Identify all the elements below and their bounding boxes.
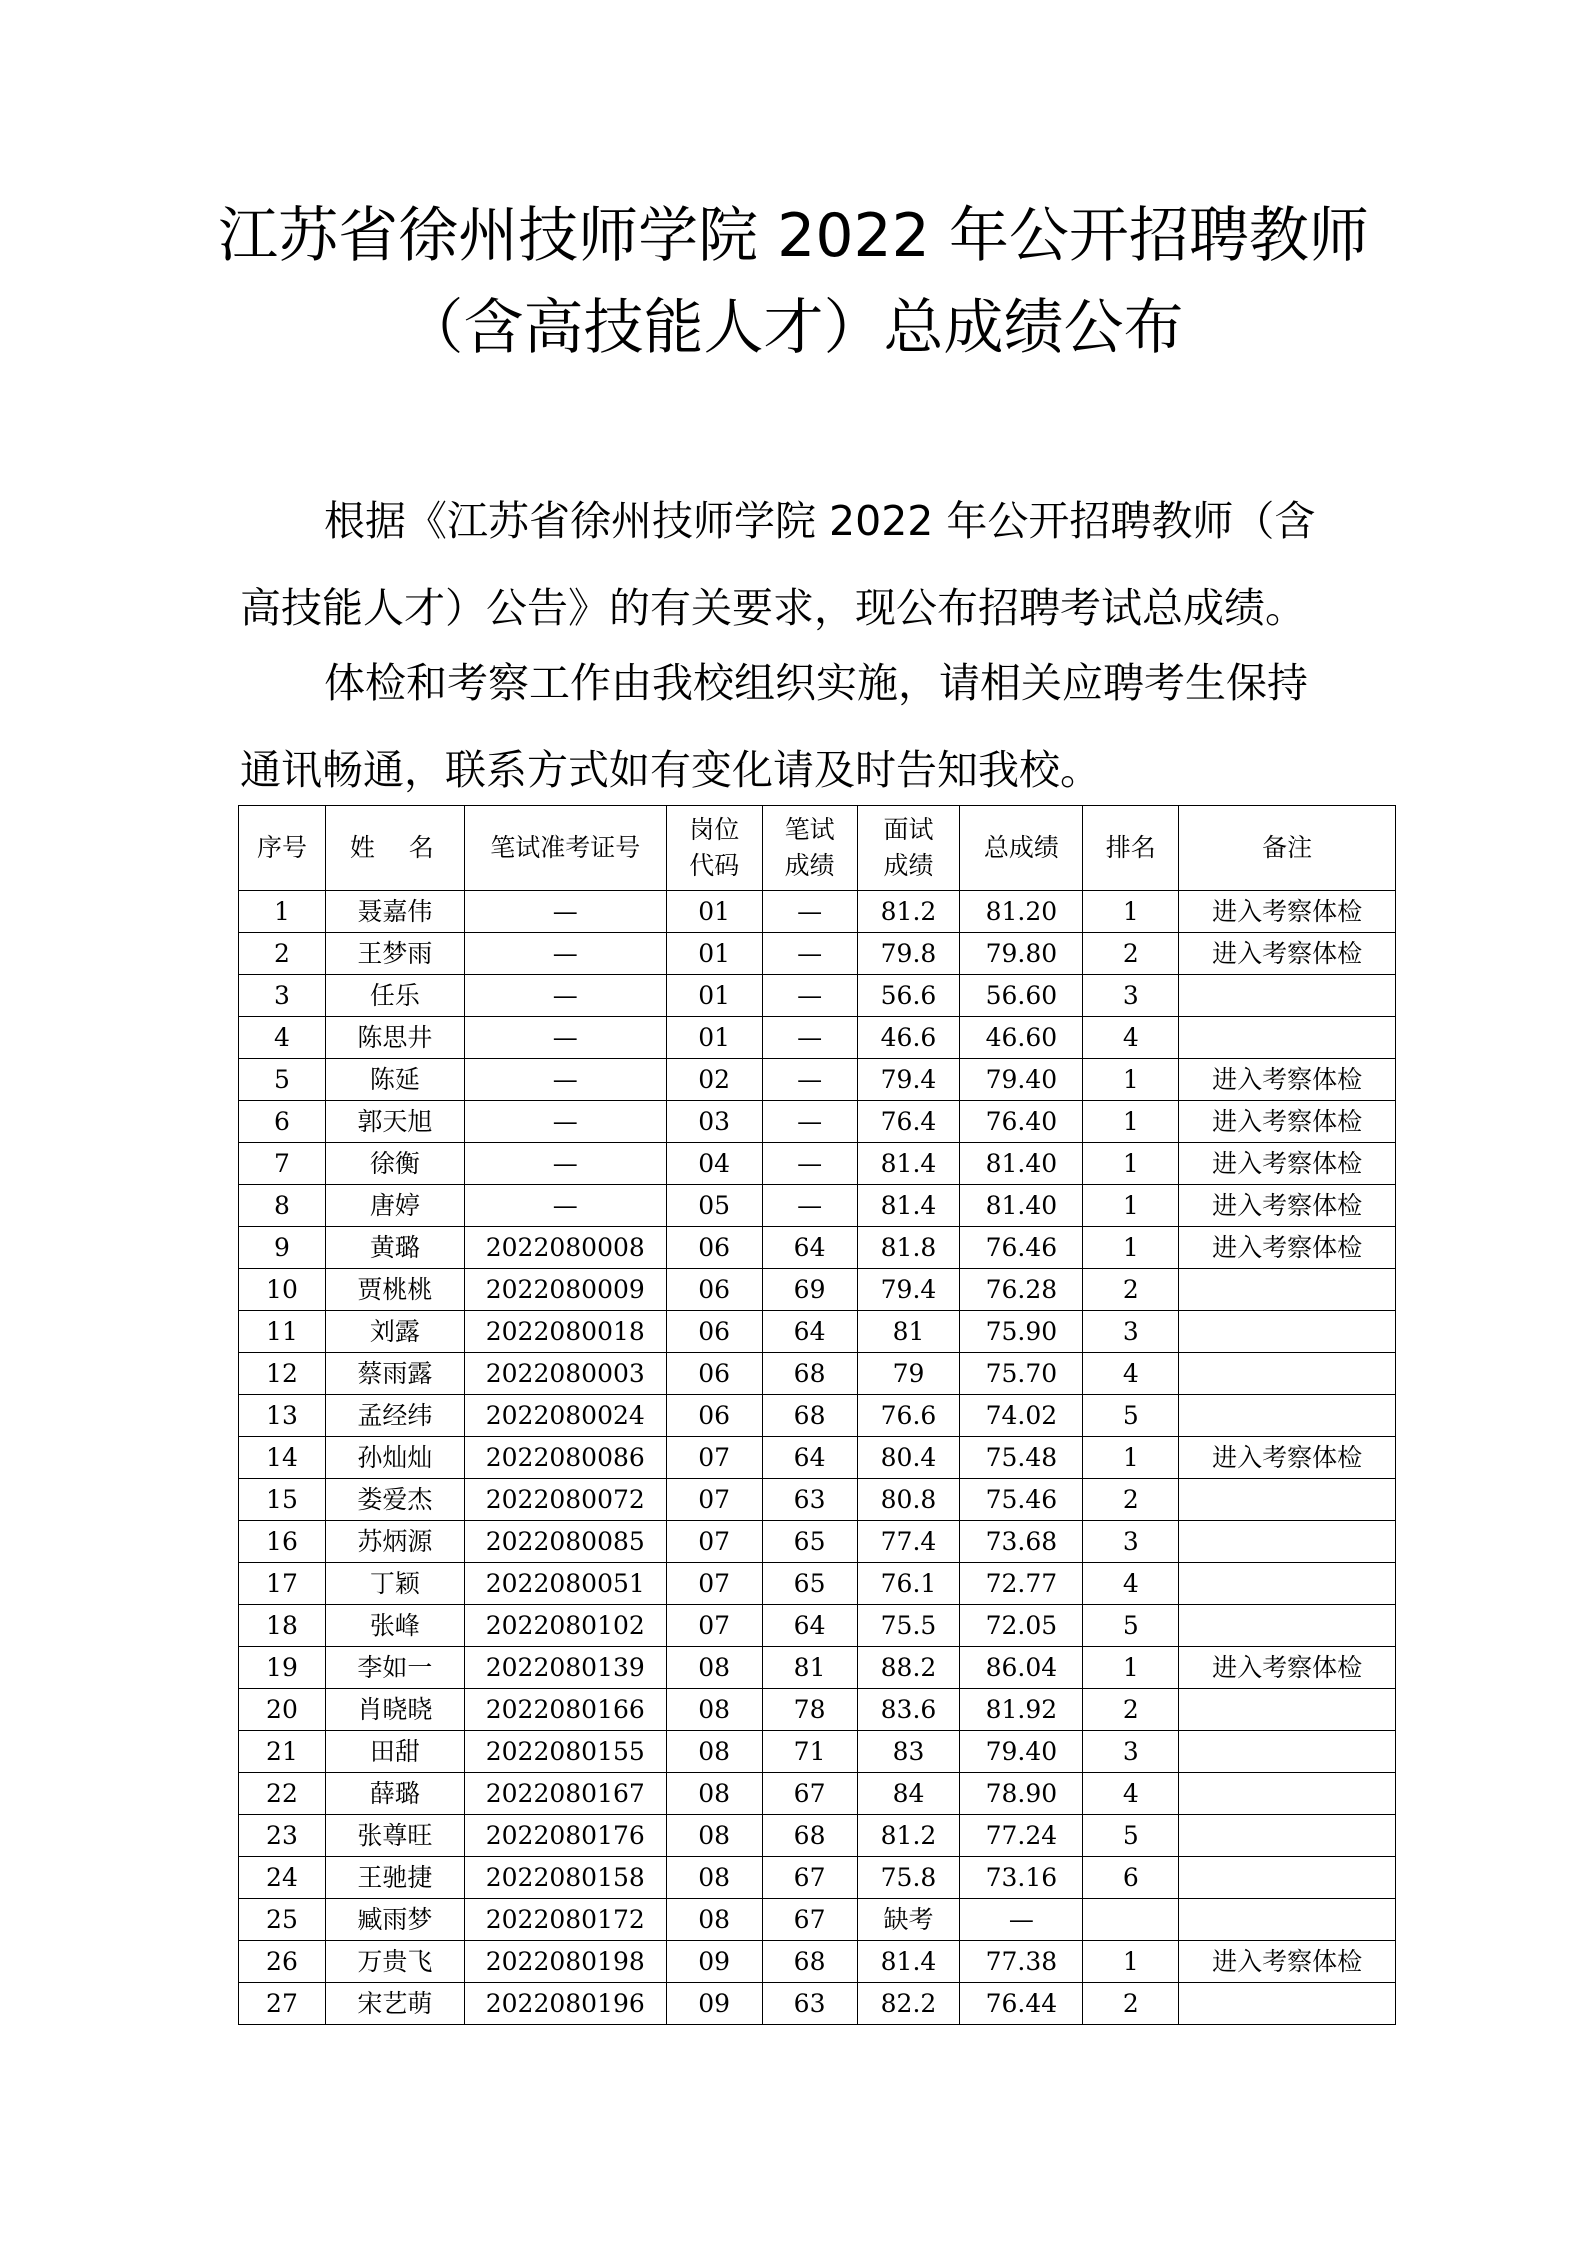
cell-rank: 1	[1083, 1227, 1179, 1269]
cell-written-score: 64	[762, 1437, 857, 1479]
intro-p1-line-1: 根据《江苏省徐州技师学院 2022 年公开招聘教师（含	[324, 497, 1316, 545]
cell-written-score: 64	[762, 1311, 857, 1353]
cell-interview-score: 76.1	[857, 1563, 960, 1605]
cell-rank: 4	[1083, 1773, 1179, 1815]
cell-note	[1179, 1857, 1396, 1899]
cell-written-score: 65	[762, 1521, 857, 1563]
cell-ticket: —	[464, 975, 666, 1017]
cell-interview-score: 76.6	[857, 1395, 960, 1437]
cell-post-code: 09	[666, 1983, 762, 2025]
cell-interview-score: 81.2	[857, 891, 960, 933]
cell-seq: 20	[239, 1689, 326, 1731]
cell-interview-score: 81.8	[857, 1227, 960, 1269]
cell-name: 田甜	[325, 1731, 464, 1773]
cell-post-code: 01	[666, 891, 762, 933]
cell-total-score: 79.80	[960, 933, 1083, 975]
cell-rank: 1	[1083, 1437, 1179, 1479]
cell-post-code: 06	[666, 1395, 762, 1437]
header-seq: 序号	[239, 806, 326, 891]
table-row	[239, 1647, 1396, 1689]
cell-post-code: 07	[666, 1521, 762, 1563]
cell-ticket: 2022080158	[464, 1857, 666, 1899]
cell-total-score: 79.40	[960, 1731, 1083, 1773]
cell-interview-score: 81.2	[857, 1815, 960, 1857]
cell-interview-score: 75.8	[857, 1857, 960, 1899]
cell-ticket: 2022080072	[464, 1479, 666, 1521]
cell-rank: 2	[1083, 1983, 1179, 2025]
cell-ticket: —	[464, 891, 666, 933]
cell-written-score: —	[762, 1017, 857, 1059]
cell-written-score: 81	[762, 1647, 857, 1689]
header-note: 备注	[1179, 806, 1396, 891]
cell-interview-score: 缺考	[857, 1899, 960, 1941]
cell-post-code: 07	[666, 1563, 762, 1605]
header-written-line-1: 笔试	[784, 815, 835, 844]
header-interview-line-1: 面试	[883, 815, 934, 844]
cell-rank: 5	[1083, 1605, 1179, 1647]
cell-total-score: 46.60	[960, 1017, 1083, 1059]
cell-note	[1179, 1479, 1396, 1521]
cell-seq: 27	[239, 1983, 326, 2025]
cell-note: 进入考察体检	[1179, 1143, 1396, 1185]
cell-interview-score: 76.4	[857, 1101, 960, 1143]
cell-name: 聂嘉伟	[325, 891, 464, 933]
cell-post-code: 08	[666, 1815, 762, 1857]
cell-written-score: —	[762, 1143, 857, 1185]
cell-ticket: 2022080008	[464, 1227, 666, 1269]
cell-ticket: 2022080085	[464, 1521, 666, 1563]
cell-interview-score: 79	[857, 1353, 960, 1395]
cell-seq: 1	[239, 891, 326, 933]
cell-note: 进入考察体检	[1179, 1227, 1396, 1269]
cell-post-code: 09	[666, 1941, 762, 1983]
cell-ticket: 2022080198	[464, 1941, 666, 1983]
cell-seq: 7	[239, 1143, 326, 1185]
cell-written-score: 64	[762, 1227, 857, 1269]
table-row	[239, 1101, 1396, 1143]
cell-ticket: 2022080003	[464, 1353, 666, 1395]
cell-rank: 3	[1083, 1311, 1179, 1353]
cell-seq: 4	[239, 1017, 326, 1059]
title-line-1: 江苏省徐州技师学院 2022 年公开招聘教师	[218, 201, 1369, 271]
cell-written-score: 68	[762, 1353, 857, 1395]
cell-rank: 3	[1083, 1521, 1179, 1563]
table-row	[239, 1227, 1396, 1269]
cell-seq: 5	[239, 1059, 326, 1101]
cell-rank: 5	[1083, 1815, 1179, 1857]
table-row	[239, 1899, 1396, 1941]
cell-seq: 16	[239, 1521, 326, 1563]
table-row	[239, 1857, 1396, 1899]
table-row	[239, 1269, 1396, 1311]
cell-seq: 24	[239, 1857, 326, 1899]
cell-seq: 13	[239, 1395, 326, 1437]
cell-written-score: —	[762, 1185, 857, 1227]
cell-total-score: 56.60	[960, 975, 1083, 1017]
cell-total-score: 74.02	[960, 1395, 1083, 1437]
cell-interview-score: 81	[857, 1311, 960, 1353]
cell-rank: 1	[1083, 1101, 1179, 1143]
cell-ticket: 2022080009	[464, 1269, 666, 1311]
header-ticket: 笔试准考证号	[464, 806, 666, 891]
cell-note: 进入考察体检	[1179, 1185, 1396, 1227]
cell-rank: 1	[1083, 1941, 1179, 1983]
cell-rank: 1	[1083, 1143, 1179, 1185]
table-row	[239, 975, 1396, 1017]
cell-written-score: 68	[762, 1395, 857, 1437]
table-row	[239, 1479, 1396, 1521]
header-total-score: 总成绩	[960, 806, 1083, 891]
header-name	[325, 806, 464, 891]
cell-total-score: 75.46	[960, 1479, 1083, 1521]
cell-note: 进入考察体检	[1179, 1437, 1396, 1479]
cell-rank: 2	[1083, 933, 1179, 975]
cell-rank: 1	[1083, 1059, 1179, 1101]
cell-name: 张峰	[325, 1605, 464, 1647]
cell-total-score: 76.28	[960, 1269, 1083, 1311]
cell-seq: 21	[239, 1731, 326, 1773]
cell-seq: 22	[239, 1773, 326, 1815]
cell-note	[1179, 1017, 1396, 1059]
cell-total-score: 79.40	[960, 1059, 1083, 1101]
cell-written-score: 78	[762, 1689, 857, 1731]
cell-ticket: 2022080051	[464, 1563, 666, 1605]
cell-rank: 1	[1083, 1647, 1179, 1689]
cell-written-score: 67	[762, 1857, 857, 1899]
score-table	[238, 805, 1396, 2025]
intro-p2-line-1: 体检和考察工作由我校组织实施，请相关应聘考生保持	[324, 659, 1308, 707]
cell-rank: 3	[1083, 975, 1179, 1017]
cell-interview-score: 79.8	[857, 933, 960, 975]
cell-name: 蔡雨露	[325, 1353, 464, 1395]
cell-name: 肖晓晓	[325, 1689, 464, 1731]
cell-interview-score: 81.4	[857, 1143, 960, 1185]
cell-name: 宋艺萌	[325, 1983, 464, 2025]
cell-seq: 3	[239, 975, 326, 1017]
cell-total-score: 75.48	[960, 1437, 1083, 1479]
cell-ticket: 2022080196	[464, 1983, 666, 2025]
cell-post-code: 04	[666, 1143, 762, 1185]
cell-post-code: 08	[666, 1773, 762, 1815]
cell-name: 陈思井	[325, 1017, 464, 1059]
cell-interview-score: 80.8	[857, 1479, 960, 1521]
cell-written-score: 71	[762, 1731, 857, 1773]
table-row	[239, 1143, 1396, 1185]
table-row	[239, 1815, 1396, 1857]
cell-total-score: —	[960, 1899, 1083, 1941]
cell-rank: 4	[1083, 1017, 1179, 1059]
cell-interview-score: 79.4	[857, 1269, 960, 1311]
header-post-code	[666, 806, 762, 891]
cell-note	[1179, 1689, 1396, 1731]
cell-note: 进入考察体检	[1179, 1647, 1396, 1689]
header-post-code-line-1: 岗位	[689, 815, 740, 844]
cell-ticket: 2022080155	[464, 1731, 666, 1773]
table-row	[239, 1395, 1396, 1437]
cell-interview-score: 80.4	[857, 1437, 960, 1479]
cell-written-score: 67	[762, 1899, 857, 1941]
cell-rank: 4	[1083, 1563, 1179, 1605]
cell-interview-score: 46.6	[857, 1017, 960, 1059]
cell-name: 任乐	[325, 975, 464, 1017]
cell-name: 郭天旭	[325, 1101, 464, 1143]
cell-interview-score: 77.4	[857, 1521, 960, 1563]
header-interview-score	[857, 806, 960, 891]
table-row	[239, 1605, 1396, 1647]
table-row	[239, 1353, 1396, 1395]
cell-rank: 2	[1083, 1269, 1179, 1311]
cell-total-score: 78.90	[960, 1773, 1083, 1815]
cell-name: 孟经纬	[325, 1395, 464, 1437]
header-post-code-line-2: 代码	[689, 851, 740, 880]
cell-ticket: 2022080024	[464, 1395, 666, 1437]
cell-seq: 6	[239, 1101, 326, 1143]
header-written-line-2: 成绩	[784, 851, 835, 880]
cell-interview-score: 83	[857, 1731, 960, 1773]
cell-written-score: 64	[762, 1605, 857, 1647]
cell-total-score: 72.77	[960, 1563, 1083, 1605]
cell-written-score: —	[762, 933, 857, 975]
table-row	[239, 1521, 1396, 1563]
cell-note	[1179, 1269, 1396, 1311]
cell-note	[1179, 1563, 1396, 1605]
title-line-2: （含高技能人才）总成绩公布	[403, 293, 1184, 363]
cell-name: 李如一	[325, 1647, 464, 1689]
cell-name: 娄爱杰	[325, 1479, 464, 1521]
cell-post-code: 06	[666, 1311, 762, 1353]
table-body	[239, 891, 1396, 2025]
table-row	[239, 933, 1396, 975]
cell-interview-score: 75.5	[857, 1605, 960, 1647]
cell-ticket: —	[464, 933, 666, 975]
cell-post-code: 01	[666, 1017, 762, 1059]
cell-ticket: 2022080018	[464, 1311, 666, 1353]
cell-total-score: 81.92	[960, 1689, 1083, 1731]
cell-seq: 8	[239, 1185, 326, 1227]
cell-note	[1179, 1983, 1396, 2025]
cell-name: 万贵飞	[325, 1941, 464, 1983]
cell-note: 进入考察体检	[1179, 1101, 1396, 1143]
cell-seq: 19	[239, 1647, 326, 1689]
cell-ticket: —	[464, 1017, 666, 1059]
table-row	[239, 1311, 1396, 1353]
cell-ticket: 2022080086	[464, 1437, 666, 1479]
table-row	[239, 1059, 1396, 1101]
cell-rank: 1	[1083, 891, 1179, 933]
cell-rank: 4	[1083, 1353, 1179, 1395]
cell-name: 王梦雨	[325, 933, 464, 975]
cell-total-score: 73.16	[960, 1857, 1083, 1899]
cell-ticket: —	[464, 1059, 666, 1101]
cell-post-code: 06	[666, 1269, 762, 1311]
cell-ticket: 2022080176	[464, 1815, 666, 1857]
cell-post-code: 03	[666, 1101, 762, 1143]
cell-post-code: 07	[666, 1605, 762, 1647]
cell-ticket: —	[464, 1143, 666, 1185]
cell-total-score: 81.40	[960, 1185, 1083, 1227]
cell-name: 臧雨梦	[325, 1899, 464, 1941]
cell-ticket: 2022080166	[464, 1689, 666, 1731]
cell-interview-score: 81.4	[857, 1185, 960, 1227]
cell-post-code: 07	[666, 1437, 762, 1479]
document-title	[0, 190, 1587, 374]
cell-seq: 9	[239, 1227, 326, 1269]
cell-rank	[1083, 1899, 1179, 1941]
table-header	[239, 806, 1396, 891]
intro-p2-line-2: 通讯畅通，联系方式如有变化请及时告知我校。	[240, 746, 1101, 794]
cell-name: 张尊旺	[325, 1815, 464, 1857]
cell-post-code: 07	[666, 1479, 762, 1521]
cell-note	[1179, 1815, 1396, 1857]
cell-post-code: 08	[666, 1731, 762, 1773]
cell-ticket: 2022080139	[464, 1647, 666, 1689]
cell-note	[1179, 1773, 1396, 1815]
table-row	[239, 1689, 1396, 1731]
cell-post-code: 06	[666, 1227, 762, 1269]
cell-rank: 2	[1083, 1479, 1179, 1521]
cell-name: 苏炳源	[325, 1521, 464, 1563]
cell-interview-score: 83.6	[857, 1689, 960, 1731]
cell-post-code: 02	[666, 1059, 762, 1101]
intro-paragraph-2	[240, 640, 1350, 814]
cell-note	[1179, 1605, 1396, 1647]
cell-total-score: 75.90	[960, 1311, 1083, 1353]
table-row	[239, 1941, 1396, 1983]
cell-ticket: —	[464, 1185, 666, 1227]
cell-name: 贾桃桃	[325, 1269, 464, 1311]
cell-name: 薛璐	[325, 1773, 464, 1815]
cell-written-score: —	[762, 1059, 857, 1101]
cell-seq: 11	[239, 1311, 326, 1353]
cell-seq: 10	[239, 1269, 326, 1311]
table-row	[239, 1185, 1396, 1227]
cell-seq: 17	[239, 1563, 326, 1605]
cell-note: 进入考察体检	[1179, 933, 1396, 975]
cell-written-score: —	[762, 891, 857, 933]
cell-seq: 18	[239, 1605, 326, 1647]
cell-rank: 1	[1083, 1185, 1179, 1227]
cell-name: 徐衡	[325, 1143, 464, 1185]
cell-written-score: 63	[762, 1479, 857, 1521]
table-row	[239, 1017, 1396, 1059]
cell-written-score: —	[762, 975, 857, 1017]
intro-p1-line-2: 高技能人才）公告》的有关要求，现公布招聘考试总成绩。	[240, 584, 1306, 632]
cell-seq: 25	[239, 1899, 326, 1941]
cell-seq: 2	[239, 933, 326, 975]
cell-total-score: 77.38	[960, 1941, 1083, 1983]
cell-total-score: 76.44	[960, 1983, 1083, 2025]
cell-note	[1179, 975, 1396, 1017]
cell-note	[1179, 1395, 1396, 1437]
table-row	[239, 891, 1396, 933]
cell-rank: 2	[1083, 1689, 1179, 1731]
cell-total-score: 81.20	[960, 891, 1083, 933]
cell-interview-score: 88.2	[857, 1647, 960, 1689]
cell-written-score: 69	[762, 1269, 857, 1311]
header-written-score	[762, 806, 857, 891]
cell-ticket: —	[464, 1101, 666, 1143]
cell-ticket: 2022080102	[464, 1605, 666, 1647]
cell-note	[1179, 1521, 1396, 1563]
cell-interview-score: 84	[857, 1773, 960, 1815]
table-row	[239, 1563, 1396, 1605]
cell-seq: 26	[239, 1941, 326, 1983]
cell-name: 刘露	[325, 1311, 464, 1353]
table-row	[239, 1437, 1396, 1479]
cell-name: 黄璐	[325, 1227, 464, 1269]
cell-name: 唐婷	[325, 1185, 464, 1227]
cell-rank: 5	[1083, 1395, 1179, 1437]
cell-total-score: 86.04	[960, 1647, 1083, 1689]
cell-name: 丁颖	[325, 1563, 464, 1605]
cell-post-code: 08	[666, 1899, 762, 1941]
cell-interview-score: 79.4	[857, 1059, 960, 1101]
cell-total-score: 72.05	[960, 1605, 1083, 1647]
cell-post-code: 08	[666, 1647, 762, 1689]
intro-paragraph-1	[240, 478, 1350, 652]
cell-written-score: 67	[762, 1773, 857, 1815]
cell-note	[1179, 1353, 1396, 1395]
cell-note: 进入考察体检	[1179, 1941, 1396, 1983]
cell-note: 进入考察体检	[1179, 891, 1396, 933]
cell-rank: 6	[1083, 1857, 1179, 1899]
cell-note: 进入考察体检	[1179, 1059, 1396, 1101]
cell-total-score: 75.70	[960, 1353, 1083, 1395]
cell-interview-score: 81.4	[857, 1941, 960, 1983]
table-row	[239, 1773, 1396, 1815]
cell-post-code: 08	[666, 1689, 762, 1731]
cell-written-score: 68	[762, 1941, 857, 1983]
cell-written-score: —	[762, 1101, 857, 1143]
cell-ticket: 2022080172	[464, 1899, 666, 1941]
cell-written-score: 63	[762, 1983, 857, 2025]
cell-note	[1179, 1311, 1396, 1353]
cell-name: 孙灿灿	[325, 1437, 464, 1479]
header-interview-line-2: 成绩	[883, 851, 934, 880]
cell-seq: 14	[239, 1437, 326, 1479]
cell-total-score: 76.46	[960, 1227, 1083, 1269]
cell-interview-score: 56.6	[857, 975, 960, 1017]
header-name-label: 姓 名	[349, 833, 440, 862]
cell-seq: 15	[239, 1479, 326, 1521]
cell-total-score: 76.40	[960, 1101, 1083, 1143]
cell-written-score: 65	[762, 1563, 857, 1605]
cell-name: 王驰捷	[325, 1857, 464, 1899]
cell-post-code: 05	[666, 1185, 762, 1227]
cell-total-score: 73.68	[960, 1521, 1083, 1563]
cell-post-code: 01	[666, 975, 762, 1017]
cell-rank: 3	[1083, 1731, 1179, 1773]
cell-interview-score: 82.2	[857, 1983, 960, 2025]
cell-total-score: 77.24	[960, 1815, 1083, 1857]
cell-ticket: 2022080167	[464, 1773, 666, 1815]
cell-total-score: 81.40	[960, 1143, 1083, 1185]
cell-written-score: 68	[762, 1815, 857, 1857]
cell-post-code: 01	[666, 933, 762, 975]
cell-note	[1179, 1731, 1396, 1773]
table-row	[239, 1731, 1396, 1773]
cell-seq: 23	[239, 1815, 326, 1857]
cell-note	[1179, 1899, 1396, 1941]
table-row	[239, 1983, 1396, 2025]
cell-seq: 12	[239, 1353, 326, 1395]
header-rank: 排名	[1083, 806, 1179, 891]
cell-post-code: 08	[666, 1857, 762, 1899]
cell-post-code: 06	[666, 1353, 762, 1395]
cell-name: 陈延	[325, 1059, 464, 1101]
